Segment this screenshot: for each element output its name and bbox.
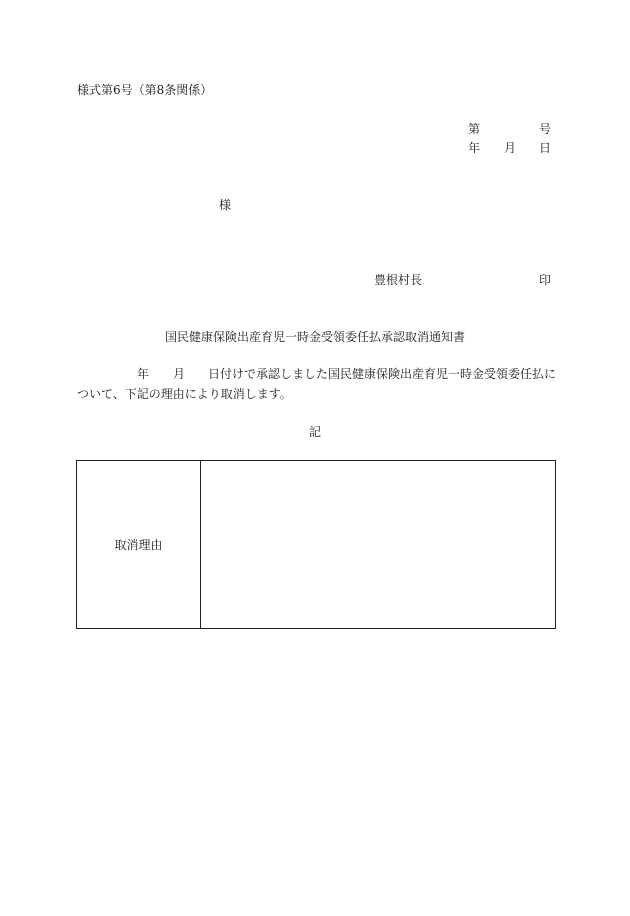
reason-label: 取消理由: [114, 537, 163, 552]
body-text-line-2: ついて、下記の理由により取消します。: [77, 387, 292, 401]
body-year-label: 年: [137, 367, 150, 381]
sender-name: 豊根村長: [374, 273, 423, 287]
seal-mark: 印: [539, 273, 552, 287]
body-text-continuation: 日付けで承認しました国民健康保険出産育児一時金受領委任払に: [208, 367, 557, 381]
body-month-label: 月: [173, 367, 186, 381]
document-number-prefix: 第: [468, 122, 481, 136]
reason-value-cell: [201, 461, 555, 628]
ki-heading: 記: [308, 425, 321, 439]
document-title: 国民健康保険出産育児一時金受領委任払承認取消通知書: [164, 330, 465, 344]
form-number-label: 様式第6号（第8条関係）: [77, 83, 213, 97]
cancellation-reason-table: [76, 460, 556, 629]
addressee-honorific: 様: [219, 198, 232, 212]
date-year-label: 年: [468, 141, 481, 155]
document-number-suffix: 号: [539, 122, 552, 136]
date-day-label: 日: [539, 141, 552, 155]
reason-label-cell: [77, 461, 201, 628]
date-month-label: 月: [504, 141, 517, 155]
